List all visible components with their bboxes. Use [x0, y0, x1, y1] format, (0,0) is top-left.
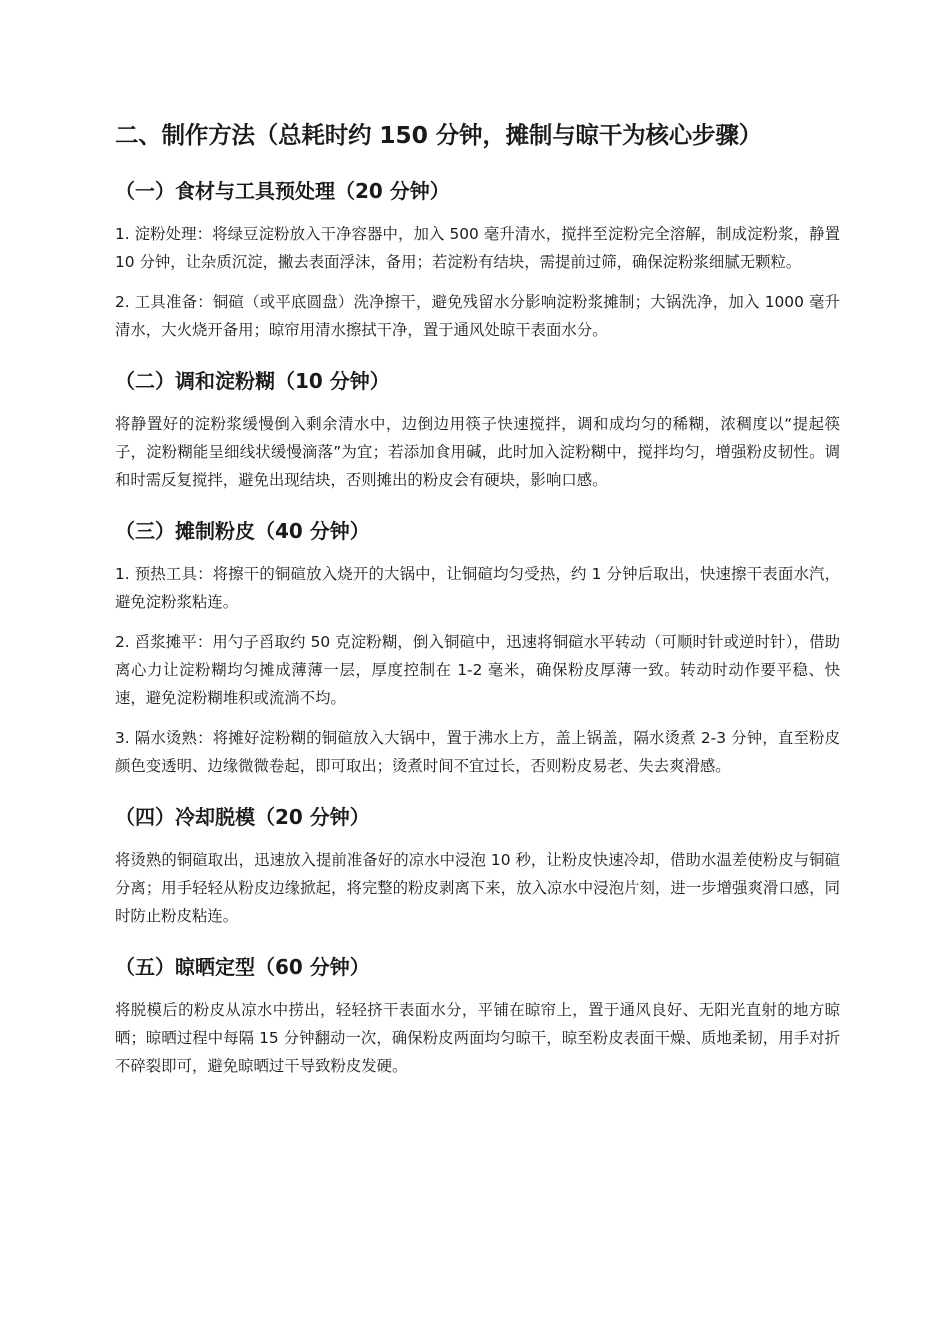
paragraph: 将脱模后的粉皮从凉水中捞出，轻轻挤干表面水分，平铺在晾帘上，置于通风良好、无阳光直射的地方晾晒；晾晒过程中每隔 15 分钟翻动一次，确保粉皮两面均匀晾干，晾至粉皮表面干燥、质地柔韧，用手对折不碎裂即可，避免晾晒过干导致粉皮发硬。 [115, 1001, 840, 1075]
paragraph: 1. 淀粉处理：将绿豆淀粉放入干净容器中，加入 500 毫升清水，搅拌至淀粉完全溶解，制成淀粉浆，静置 10 分钟，让杂质沉淀，撇去表面浮沫，备用；若淀粉有结块，需提前过筛，确保淀粉浆细腻无颗粒。 [115, 225, 840, 271]
section-heading: （二）调和淀粉糊（10 分钟） [115, 369, 390, 393]
section-cool-demold [115, 802, 840, 930]
main-title: 二、制作方法（总耗时约 150 分钟，摊制与晾干为核心步骤） [115, 121, 762, 149]
section-spread-sheets [115, 516, 840, 780]
paragraph: 3. 隔水烫熟：将摊好淀粉糊的铜碹放入大锅中，置于沸水上方，盖上锅盖，隔水烫煮 2-3 分钟，直至粉皮颜色变透明、边缘微微卷起，即可取出；烫煮时间不宜过长，否则粉皮易老、失去爽滑感。 [115, 729, 840, 775]
section-heading: （四）冷却脱模（20 分钟） [115, 805, 370, 829]
document-page [115, 118, 840, 1092]
paragraph: 2. 工具准备：铜碹（或平底圆盘）洗净擦干，避免残留水分影响淀粉浆摊制；大锅洗净，加入 1000 毫升清水，大火烧开备用；晾帘用清水擦拭干净，置于通风处晾干表面水分。 [115, 293, 840, 339]
paragraph: 将静置好的淀粉浆缓慢倒入剩余清水中，边倒边用筷子快速搅拌，调和成均匀的稀糊，浓稠度以“提起筷子，淀粉糊能呈细线状缓慢滴落”为宜；若添加食用碱，此时加入淀粉糊中，搅拌均匀，增强粉皮韧性。调和时需反复搅拌，避免出现结块，否则摊出的粉皮会有硬块，影响口感。 [115, 415, 840, 489]
paragraph: 将烫熟的铜碹取出，迅速放入提前准备好的凉水中浸泡 10 秒，让粉皮快速冷却，借助水温差使粉皮与铜碹分离；用手轻轻从粉皮边缘掀起，将完整的粉皮剥离下来，放入凉水中浸泡片刻，进一步增强爽滑口感，同时防止粉皮粘连。 [115, 851, 840, 925]
section-mix-batter [115, 366, 840, 494]
section-heading: （一）食材与工具预处理（20 分钟） [115, 179, 450, 203]
section-heading: （三）摊制粉皮（40 分钟） [115, 519, 370, 543]
paragraph: 1. 预热工具：将擦干的铜碹放入烧开的大锅中，让铜碹均匀受热，约 1 分钟后取出，快速擦干表面水汽，避免淀粉浆粘连。 [115, 565, 840, 611]
section-preprocessing [115, 176, 840, 344]
paragraph: 2. 舀浆摊平：用勺子舀取约 50 克淀粉糊，倒入铜碹中，迅速将铜碹水平转动（可顺时针或逆时针），借助离心力让淀粉糊均匀摊成薄薄一层，厚度控制在 1-2 毫米，确保粉皮厚薄一致。转动时动作要平稳、快速，避免淀粉糊堆积或流淌不均。 [115, 633, 840, 707]
section-dry-shape [115, 952, 840, 1080]
section-heading: （五）晾晒定型（60 分钟） [115, 955, 370, 979]
